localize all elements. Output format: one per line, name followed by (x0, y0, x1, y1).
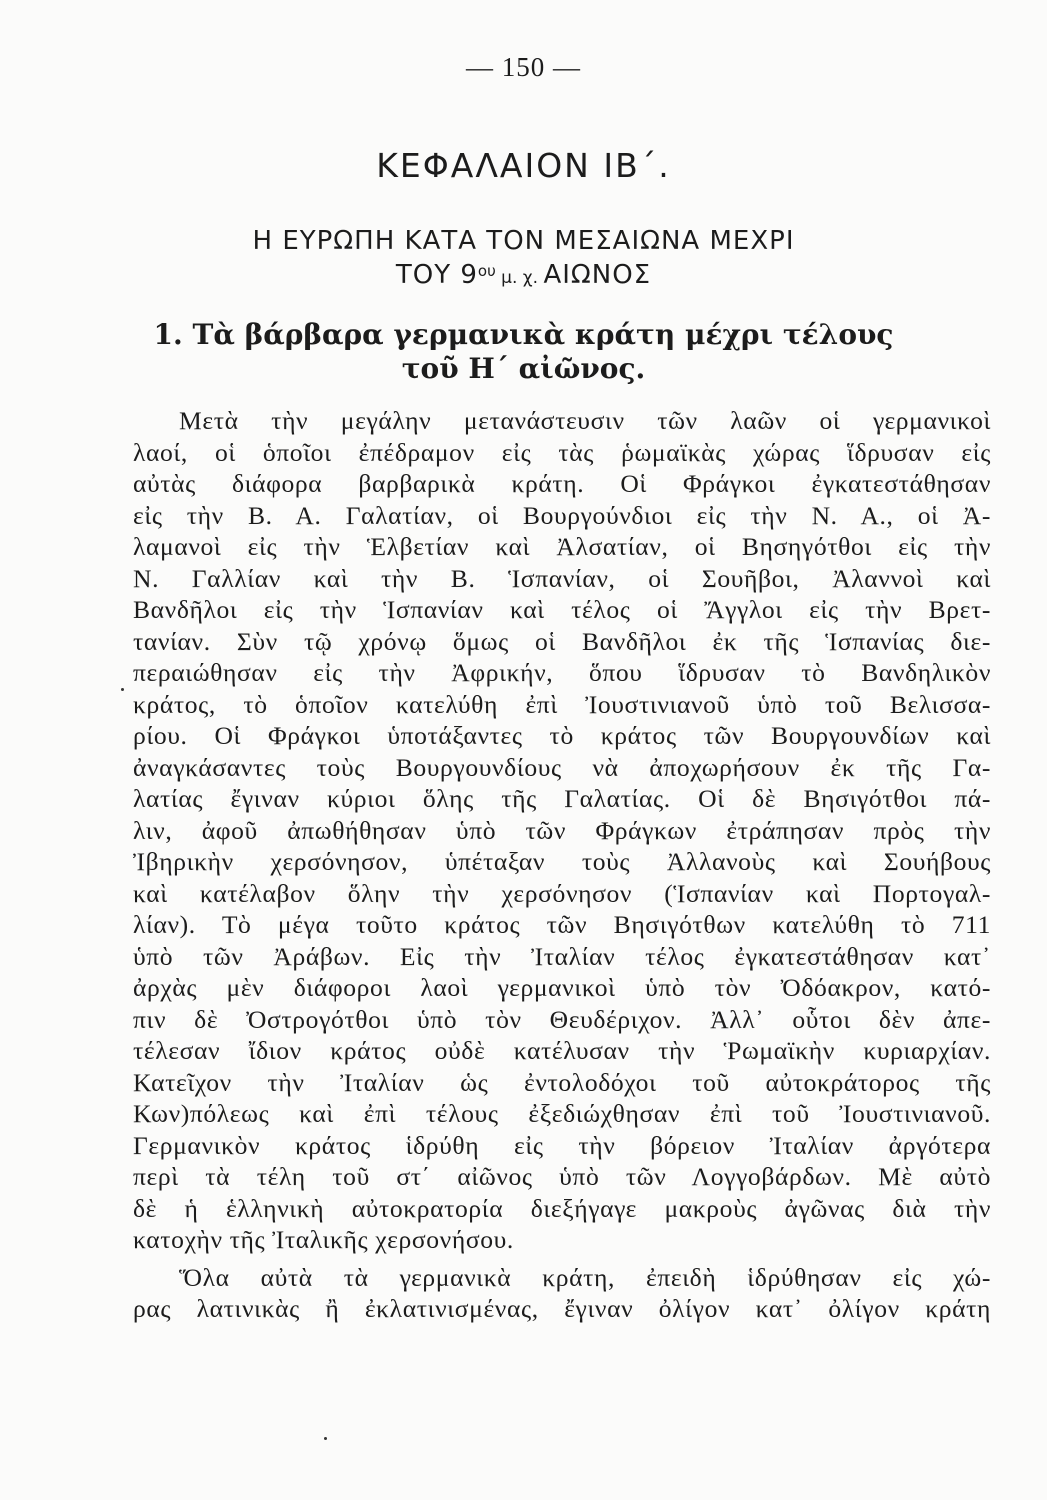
text-line: Ν. Γαλλίαν καὶ τὴν Β. Ἱσπανίαν, οἱ Σουῆβοι, Ἀλαννοὶ καὶ (133, 563, 991, 593)
text-line: Μετὰ τὴν μεγάλην μετανάστευσιν τῶν λαῶν οἱ γερμανικοὶ (179, 406, 991, 435)
section-title-line-2: τοῦ Η΄ αἰῶνος. (401, 352, 646, 385)
text-line: ρίου. Οἱ Φράγκοι ὑποτάξαντες τὸ κράτος τῶν Βουργουνδίων καὶ (133, 721, 991, 750)
text-line: Γερμανικὸν κράτος ἱδρύθη εἰς τὴν βόρειον Ἰταλίαν ἀργότερα (133, 1130, 991, 1160)
heading-era: μ. χ. (495, 268, 544, 288)
paragraph-1 (133, 405, 991, 1256)
text-line: Ἰβηρικὴν χερσόνησον, ὑπέταξαν τοὺς Ἀλλανοὺς καὶ Σουήβους (133, 847, 991, 876)
text-line: ρας λατινικὰς ἢ ἐκλατινισμένας, ἔγιναν ὀλίγον κατ᾿ ὀλίγον κράτη (133, 1294, 991, 1323)
text-line: λιν, ἀφοῦ ἀπωθήθησαν ὑπὸ τῶν Φράγκων ἐτράπησαν πρὸς τὴν (133, 815, 991, 845)
text-line: κατοχὴν τῆς Ἰταλικῆς χερσονήσου. (133, 1225, 514, 1254)
section-title-line-1: 1. Τὰ βάρβαρα γερμανικὰ κράτη μέχρι τέλους (153, 318, 894, 351)
text-line: λαοί, οἱ ὁποῖοι ἐπέδραμον εἰς τὰς ῥωμαϊκὰς χώρας ἵδρυσαν εἰς (133, 437, 991, 467)
text-line: Ὅλα αὐτὰ τὰ γερμανικὰ κράτη, ἐπειδὴ ἱδρύθησαν εἰς χώ- (179, 1262, 991, 1292)
text-line: λίαν). Τὸ μέγα τοῦτο κράτος τῶν Βησιγότθων κατελύθη τὸ 711 (133, 910, 991, 939)
heading-prefix: ΤΟΥ 9 (395, 260, 478, 290)
text-line: δὲ ἡ ἑλληνικὴ αὐτοκρατορία διεξήγαγε μακροὺς ἀγῶνας διὰ τὴν (133, 1193, 991, 1223)
text-line: κράτος, τὸ ὁποῖον κατελύθη ἐπὶ Ἰουστινιανοῦ ὑπὸ τοῦ Βελισσα- (133, 689, 991, 719)
chapter-heading-line-1: Η ΕΥΡΩΠΗ ΚΑΤΑ ΤΟΝ ΜΕΣΑΙΩΝΑ ΜΕΧΡΙ (252, 226, 795, 256)
print-speck (121, 688, 124, 691)
heading-suffix: ΑΙΩΝΟΣ (543, 260, 652, 290)
text-line: Κων)πόλεως καὶ ἐπὶ τέλους ἐξεδιώχθησαν ἐπὶ τοῦ Ἰουστινιανοῦ. (133, 1099, 991, 1128)
body-text (133, 405, 991, 1325)
text-line: αὐτὰς διάφορα βαρβαρικὰ κράτη. Οἱ Φράγκοι ἐγκατεστάθησαν (133, 469, 991, 498)
text-line: τέλεσαν ἴδιον κράτος οὐδὲ κατέλυσαν τὴν Ῥωμαϊκὴν κυριαρχίαν. (133, 1036, 991, 1065)
text-line: πιν δὲ Ὀστρογότθοι ὑπὸ τὸν Θευδέριχον. Ἀλλ᾿ οὗτοι δὲν ἀπε- (133, 1004, 991, 1034)
text-line: τανίαν. Σὺν τῷ χρόνῳ ὅμως οἱ Βανδῆλοι ἐκ τῆς Ἱσπανίας διε- (133, 626, 991, 656)
text-line: Κατεῖχον τὴν Ἰταλίαν ὡς ἐντολοδόχοι τοῦ αὐτοκράτορος τῆς (133, 1067, 991, 1097)
page-number: — 150 — (466, 52, 581, 82)
chapter-title: ΚΕΦΑΛΑΙΟΝ ΙΒ΄. (376, 146, 671, 185)
text-line: λαμανοὶ εἰς τὴν Ἑλβετίαν καὶ Ἀλσατίαν, οἱ Βησηγότθοι εἰς τὴν (133, 532, 991, 561)
text-line: εἰς τὴν Β. Α. Γαλατίαν, οἱ Βουργούνδιοι εἰς τὴν Ν. Α., οἱ Ἀ- (133, 500, 991, 530)
text-line: ἀρχὰς μὲν διάφοροι λαοὶ γερμανικοὶ ὑπὸ τὸν Ὀδόακρον, κατό- (133, 973, 991, 1002)
text-line: περαιώθησαν εἰς τὴν Ἀφρικήν, ὅπου ἵδρυσαν τὸ Βανδηλικὸν (133, 658, 991, 687)
text-line: περὶ τὰ τέλη τοῦ στ΄ αἰῶνος ὑπὸ τῶν Λογγοβάρδων. Μὲ αὐτὸ (133, 1162, 991, 1191)
print-speck (324, 1437, 327, 1440)
text-line: ὑπὸ τῶν Ἀράβων. Εἰς τὴν Ἰταλίαν τέλος ἐγκατεστάθησαν κατ᾿ (133, 941, 991, 971)
text-line: ἀναγκάσαντες τοὺς Βουργουνδίους νὰ ἀποχωρήσουν ἐκ τῆς Γα- (133, 752, 991, 782)
chapter-heading-line-2 (0, 260, 1047, 290)
text-line: λατίας ἔγιναν κύριοι ὅλης τῆς Γαλατίας. Οἱ δὲ Βησιγότθοι πά- (133, 784, 991, 813)
text-line: καὶ κατέλαβον ὅλην τὴν χερσόνησον (Ἱσπανίαν καὶ Πορτογαλ- (133, 878, 991, 908)
heading-ordinal-suffix: ου (477, 262, 496, 280)
text-line: Βανδῆλοι εἰς τὴν Ἱσπανίαν καὶ τέλος οἱ Ἄγγλοι εἰς τὴν Βρετ- (133, 595, 991, 624)
paragraph-2 (133, 1262, 991, 1325)
